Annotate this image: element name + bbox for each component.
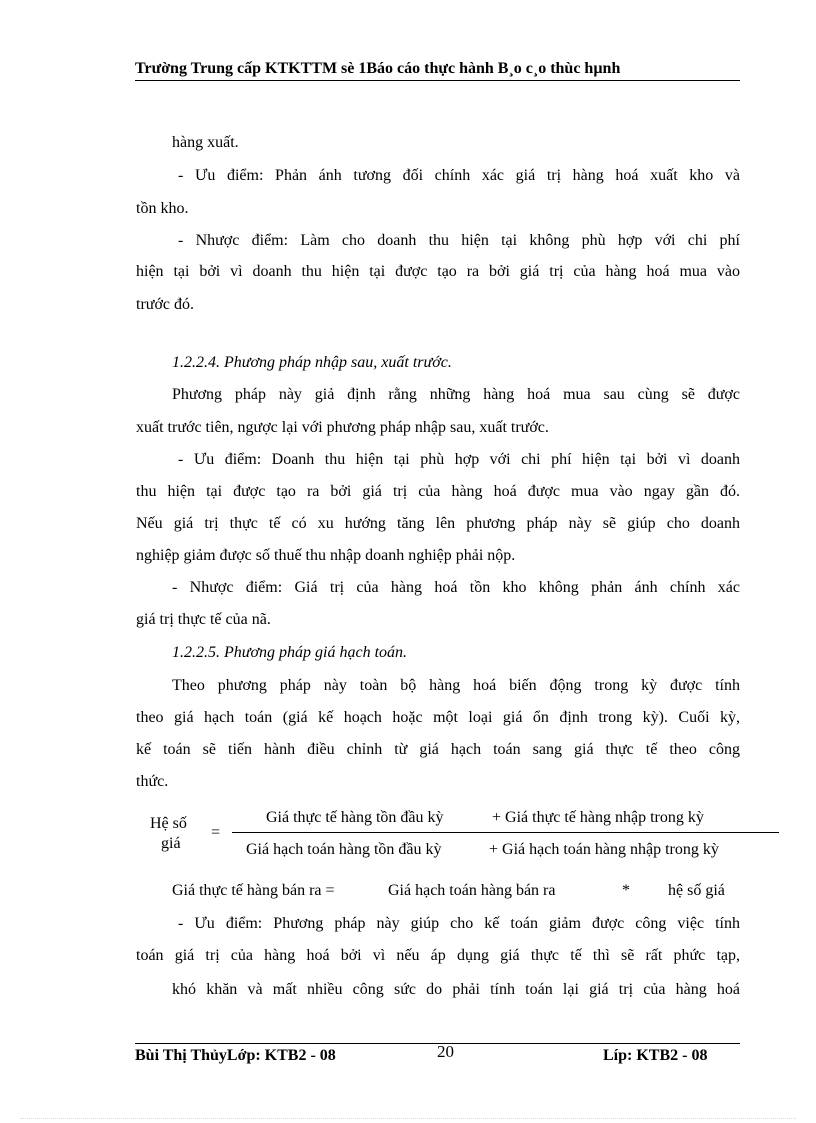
- body-line: - Ưu điểm: Phản ánh tương đối chính xác giá trị hàng hoá xuất kho và: [178, 167, 740, 184]
- body-line: - Ưu điểm: Phương pháp này giúp cho kế toán giảm được công việc tính: [178, 915, 740, 932]
- body-line: theo giá hạch toán (giá kế hoạch hoặc một loại giá ổn định trong kỳ). Cuối kỳ,: [136, 709, 740, 726]
- body-line: toán giá trị của hàng hoá bởi vì nếu áp dụng giá thực tế thì sẽ rất phức tạp,: [136, 947, 740, 964]
- body-line: khó khăn và mất nhiều công sức do phải tính toán lại giá trị của hàng hoá: [172, 981, 740, 998]
- body-line: hàng xuất.: [172, 134, 239, 151]
- formula-denominator-a: Giá hạch toán hàng tồn đầu kỳ: [246, 841, 442, 858]
- footer-class: Líp: KTB2 - 08: [603, 1047, 708, 1064]
- body-line: trước đó.: [136, 296, 195, 313]
- sale-price-operator: *: [622, 882, 630, 899]
- header-rule: [135, 80, 740, 81]
- formula-numerator-b: + Giá thực tế hàng nhập trong kỳ: [492, 809, 704, 826]
- body-line: Phương pháp này giả định rằng những hàng hoá mua sau cùng sẽ được: [172, 386, 740, 403]
- formula-equals: =: [211, 824, 221, 841]
- body-line: hiện tại bởi vì doanh thu hiện tại được tạo ra bởi giá trị của hàng hoá mua vào: [136, 263, 740, 280]
- body-line: Theo phương pháp này toàn bộ hàng hoá biến động trong kỳ được tính: [172, 677, 740, 694]
- section-heading: 1.2.2.5. Phương pháp giá hạch toán.: [172, 644, 408, 661]
- body-line: tồn kho.: [136, 200, 189, 217]
- sale-price-lhs: Giá thực tế hàng bán ra =: [172, 882, 335, 899]
- footer-author: Bùi Thị ThủyLớp: KTB2 - 08: [135, 1047, 336, 1064]
- section-heading: 1.2.2.4. Phương pháp nhập sau, xuất trước.: [172, 354, 452, 371]
- formula-label-line1: Hệ số: [150, 815, 187, 832]
- body-line: - Nhược điểm: Làm cho doanh thu hiện tại không phù hợp với chi phí: [178, 232, 740, 249]
- body-line: nghiệp giảm được số thuế thu nhập doanh nghiệp phải nộp.: [136, 547, 516, 564]
- formula-numerator-a: Giá thực tế hàng tồn đầu kỳ: [266, 809, 444, 826]
- body-line: thu hiện tại được tạo ra bởi giá trị của hàng hoá được mua vào ngay gần đó.: [136, 483, 740, 500]
- body-line: - Ưu điểm: Doanh thu hiện tại phù hợp với chi phí hiện tại bởi vì doanh: [178, 451, 740, 468]
- sale-price-term: Giá hạch toán hàng bán ra: [388, 882, 556, 899]
- page-header: Trường Trung cấp KTKTTM sè 1Báo cáo thực hành B¸o c¸o thùc hµnh: [135, 60, 621, 77]
- formula-denominator-b: + Giá hạch toán hàng nhập trong kỳ: [489, 841, 719, 858]
- body-line: kế toán sẽ tiến hành điều chỉnh từ giá hạch toán sang giá thực tế theo công: [136, 741, 740, 758]
- formula-label-line2: giá: [161, 835, 181, 852]
- page-number: 20: [437, 1042, 454, 1061]
- body-line: xuất trước tiên, ngược lại với phương pháp nhập sau, xuất trước.: [136, 419, 549, 436]
- body-line: Nếu giá trị thực tế có xu hướng tăng lên phương pháp này sẽ giúp cho doanh: [136, 515, 740, 532]
- page-edge-dots: [20, 1118, 796, 1119]
- fraction-bar: [232, 832, 779, 833]
- body-line: giá trị thực tế của nã.: [136, 611, 271, 628]
- body-line: - Nhược điểm: Giá trị của hàng hoá tồn kho không phản ánh chính xác: [172, 579, 740, 596]
- body-line: thức.: [136, 773, 169, 790]
- sale-price-rhs: hệ số giá: [668, 882, 725, 899]
